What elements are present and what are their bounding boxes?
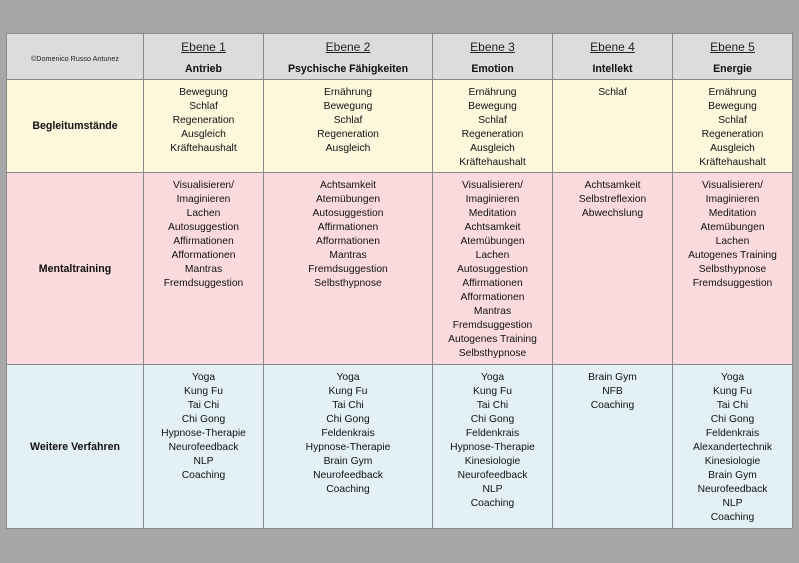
table-cell — [433, 80, 553, 173]
list-item: Chi Gong — [326, 414, 370, 425]
list-item: Selbstreflexion — [578, 194, 647, 205]
item-list — [673, 365, 792, 525]
list-item: Selbsthypnose — [314, 278, 382, 289]
list-item: Affirmationen — [317, 222, 379, 233]
list-item: Autogenes Training — [688, 250, 777, 261]
item-list — [144, 173, 263, 291]
table-cell — [264, 173, 433, 365]
list-item: Bewegung — [468, 101, 517, 112]
list-item: Neurofeedback — [697, 484, 768, 495]
list-item: Bewegung — [323, 101, 373, 112]
list-item: Autosuggestion — [457, 264, 528, 275]
list-item: Ausgleich — [325, 143, 371, 154]
item-list — [553, 173, 672, 221]
list-item: Meditation — [468, 208, 517, 219]
list-item: Lachen — [715, 236, 750, 247]
list-item: Atemübungen — [460, 236, 525, 247]
item-list — [553, 365, 672, 413]
list-item: Affirmationen — [173, 236, 234, 247]
list-item: Yoga — [480, 372, 505, 383]
list-item: Kräftehaushalt — [170, 143, 237, 154]
list-item: Selbsthypnose — [698, 264, 767, 275]
list-item: Hypnose-Therapie — [305, 442, 391, 453]
column-header-1 — [144, 34, 264, 80]
list-item: Kräftehaushalt — [459, 157, 526, 168]
item-list — [144, 80, 263, 156]
list-item: Afformationen — [460, 292, 525, 303]
table-cell — [433, 173, 553, 365]
list-item: Mantras — [184, 264, 223, 275]
table-cell — [673, 173, 793, 365]
list-item: Lachen — [186, 208, 221, 219]
item-list — [264, 80, 432, 156]
column-title: Antrieb — [184, 62, 223, 75]
list-item: Chi Gong — [470, 414, 515, 425]
list-item: Meditation — [708, 208, 757, 219]
list-item: Imaginieren — [465, 194, 520, 205]
table-cell — [553, 365, 673, 529]
list-item: Kräftehaushalt — [699, 157, 766, 168]
list-item: NFB — [602, 386, 623, 397]
list-item: Schlaf — [478, 115, 507, 126]
list-item: Chi Gong — [181, 414, 226, 425]
item-list — [433, 173, 552, 361]
level-label: Ebene 2 — [325, 39, 371, 54]
list-item: Brain Gym — [588, 372, 637, 383]
header-row — [7, 34, 793, 80]
item-list — [673, 173, 792, 291]
list-item: Kung Fu — [713, 386, 752, 397]
list-item: Bewegung — [179, 87, 228, 98]
list-item: Mantras — [329, 250, 367, 261]
level-label: Ebene 3 — [470, 39, 515, 54]
list-item: Ausgleich — [181, 129, 226, 140]
list-item: Coaching — [181, 470, 226, 481]
list-item: Imaginieren — [705, 194, 760, 205]
list-item: Yoga — [720, 372, 745, 383]
list-item: Feldenkrais — [465, 428, 520, 439]
row-mentaltraining — [7, 173, 793, 365]
table-cell — [673, 80, 793, 173]
column-header-4 — [553, 34, 673, 80]
table-cell — [553, 173, 673, 365]
list-item: Tai Chi — [187, 400, 220, 411]
list-item: Abwechslung — [581, 208, 644, 219]
list-item: Kinesiologie — [704, 456, 761, 467]
level-label: Ebene 4 — [590, 39, 635, 54]
item-list — [264, 173, 432, 291]
list-item: Kung Fu — [473, 386, 512, 397]
item-list — [553, 80, 672, 100]
list-item: Brain Gym — [323, 456, 373, 467]
row-begleitumstaende — [7, 80, 793, 173]
list-item: Ausgleich — [710, 143, 755, 154]
list-item: Brain Gym — [708, 470, 757, 481]
column-title: Psychische Fähigkeiten — [287, 62, 409, 75]
column-title: Energie — [713, 62, 752, 75]
list-item: Chi Gong — [710, 414, 755, 425]
level-label: Ebene 1 — [181, 39, 226, 54]
list-item: Imaginieren — [176, 194, 231, 205]
table-cell — [553, 80, 673, 173]
list-item: Kung Fu — [184, 386, 223, 397]
levels-table — [6, 33, 793, 529]
row-label: Weitere Verfahren — [7, 365, 144, 529]
list-item: Tai Chi — [332, 400, 364, 411]
list-item: Yoga — [191, 372, 216, 383]
list-item: Hypnose-Therapie — [450, 442, 535, 453]
item-list — [433, 80, 552, 170]
list-item: Atemübungen — [700, 222, 765, 233]
list-item: Ernährung — [468, 87, 517, 98]
list-item: Fremdsuggestion — [163, 278, 244, 289]
column-header-5 — [673, 34, 793, 80]
list-item: Coaching — [590, 400, 635, 411]
item-list — [144, 365, 263, 483]
list-item: Autosuggestion — [312, 208, 384, 219]
table-cell — [433, 365, 553, 529]
table-cell — [144, 173, 264, 365]
table-cell — [144, 365, 264, 529]
list-item: NLP — [482, 484, 503, 495]
list-item: Coaching — [710, 512, 755, 523]
list-item: NLP — [193, 456, 214, 467]
list-item: Regeneration — [701, 129, 764, 140]
list-item: Regeneration — [461, 129, 524, 140]
list-item: Kung Fu — [328, 386, 368, 397]
list-item: Schlaf — [718, 115, 747, 126]
list-item: Schlaf — [333, 115, 363, 126]
list-item: Lachen — [475, 250, 510, 261]
table-cell — [264, 365, 433, 529]
item-list — [673, 80, 792, 170]
list-item: Bewegung — [708, 101, 757, 112]
list-item: Kinesiologie — [464, 456, 521, 467]
list-item: Tai Chi — [716, 400, 749, 411]
list-item: Ernährung — [708, 87, 757, 98]
list-item: Visualisieren/ — [701, 180, 764, 191]
column-title: Intellekt — [592, 62, 633, 75]
list-item: Neurofeedback — [457, 470, 528, 481]
list-item: Fremdsuggestion — [308, 264, 388, 275]
item-list — [264, 365, 432, 497]
list-item: Neurofeedback — [168, 442, 239, 453]
list-item: Regeneration — [317, 129, 379, 140]
row-weitere-verfahren — [7, 365, 793, 529]
column-header-3 — [433, 34, 553, 80]
list-item: Fremdsuggestion — [452, 320, 533, 331]
list-item: Schlaf — [598, 87, 627, 98]
table-cell — [673, 365, 793, 529]
table-cell — [144, 80, 264, 173]
list-item: Regeneration — [172, 115, 235, 126]
list-item: Feldenkrais — [705, 428, 760, 439]
list-item: Selbsthypnose — [458, 348, 527, 359]
level-label: Ebene 5 — [710, 39, 755, 54]
list-item: Autosuggestion — [168, 222, 239, 233]
list-item: Alexandertechnik — [693, 442, 772, 453]
list-item: Ausgleich — [470, 143, 515, 154]
column-title: Emotion — [471, 62, 514, 75]
list-item: Ernährung — [323, 87, 373, 98]
list-item: Schlaf — [189, 101, 218, 112]
list-item: Visualisieren/ — [172, 180, 235, 191]
row-label: Begleitumstände — [7, 80, 144, 173]
copyright-cell — [7, 34, 144, 80]
list-item: Fremdsuggestion — [692, 278, 773, 289]
item-list — [433, 365, 552, 511]
list-item: Achtsamkeit — [464, 222, 521, 233]
list-item: NLP — [722, 498, 743, 509]
list-item: Coaching — [470, 498, 515, 509]
list-item: Visualisieren/ — [461, 180, 524, 191]
list-item: Achtsamkeit — [584, 180, 641, 191]
document-sheet — [6, 33, 792, 528]
row-label: Mentaltraining — [7, 173, 144, 365]
list-item: Neurofeedback — [313, 470, 383, 481]
list-item: Coaching — [326, 484, 370, 495]
list-item: Affirmationen — [462, 278, 523, 289]
copyright-text: ©Domenico Russo Antunez — [31, 53, 119, 63]
list-item: Mantras — [473, 306, 512, 317]
list-item: Afformationen — [316, 236, 380, 247]
list-item: Afformationen — [171, 250, 236, 261]
list-item: Achtsamkeit — [319, 180, 377, 191]
list-item: Tai Chi — [476, 400, 509, 411]
list-item: Atemübungen — [315, 194, 381, 205]
column-header-2 — [264, 34, 433, 80]
list-item: Feldenkrais — [321, 428, 375, 439]
list-item: Autogenes Training — [448, 334, 537, 345]
list-item: Yoga — [336, 372, 360, 383]
table-cell — [264, 80, 433, 173]
list-item: Hypnose-Therapie — [161, 428, 246, 439]
